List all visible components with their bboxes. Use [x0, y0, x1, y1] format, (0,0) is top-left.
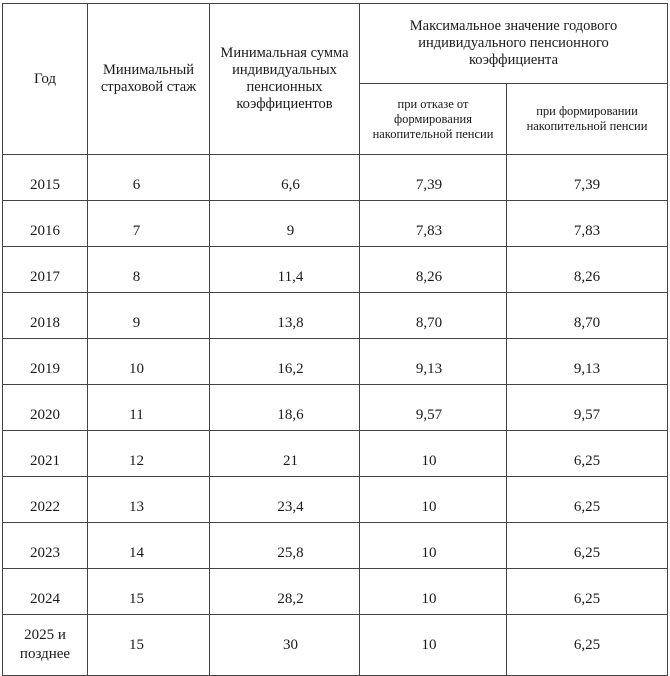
cell-year: 2024 — [3, 569, 88, 615]
header-min-stage: Минимальный страховой стаж — [88, 4, 210, 155]
cell-max-refuse: 9,13 — [360, 339, 507, 385]
cell-min-sum: 16,2 — [210, 339, 360, 385]
cell-min-stage: 7 — [88, 201, 210, 247]
cell-max-forming: 8,26 — [507, 247, 668, 293]
table-row — [3, 155, 668, 201]
cell-min-stage: 8 — [88, 247, 210, 293]
cell-year: 2017 — [3, 247, 88, 293]
cell-max-forming: 6,25 — [507, 523, 668, 569]
cell-min-stage: 9 — [88, 293, 210, 339]
cell-max-refuse: 10 — [360, 477, 507, 523]
table-row — [3, 615, 668, 676]
cell-min-sum: 23,4 — [210, 477, 360, 523]
table-body — [3, 155, 668, 676]
cell-min-sum: 11,4 — [210, 247, 360, 293]
cell-min-stage: 15 — [88, 569, 210, 615]
cell-max-refuse: 8,26 — [360, 247, 507, 293]
pension-table-wrapper — [2, 3, 668, 676]
cell-max-forming: 6,25 — [507, 569, 668, 615]
cell-min-stage: 10 — [88, 339, 210, 385]
cell-max-refuse: 7,83 — [360, 201, 507, 247]
cell-max-forming: 8,70 — [507, 293, 668, 339]
cell-min-stage: 14 — [88, 523, 210, 569]
cell-max-refuse: 9,57 — [360, 385, 507, 431]
cell-min-sum: 30 — [210, 615, 360, 676]
table-row — [3, 339, 668, 385]
cell-max-refuse: 10 — [360, 615, 507, 676]
cell-year: 2025 и позднее — [3, 615, 88, 676]
cell-min-stage: 15 — [88, 615, 210, 676]
cell-year: 2015 — [3, 155, 88, 201]
cell-max-refuse: 7,39 — [360, 155, 507, 201]
cell-max-forming: 6,25 — [507, 477, 668, 523]
cell-min-stage: 11 — [88, 385, 210, 431]
cell-max-forming: 9,13 — [507, 339, 668, 385]
cell-min-stage: 13 — [88, 477, 210, 523]
table-row — [3, 293, 668, 339]
cell-year: 2018 — [3, 293, 88, 339]
cell-min-sum: 6,6 — [210, 155, 360, 201]
cell-min-sum: 18,6 — [210, 385, 360, 431]
header-forming-funded: при формировании накопительной пенсии — [507, 84, 668, 155]
table-row — [3, 523, 668, 569]
cell-max-refuse: 10 — [360, 431, 507, 477]
cell-min-sum: 28,2 — [210, 569, 360, 615]
table-row — [3, 247, 668, 293]
cell-max-refuse: 8,70 — [360, 293, 507, 339]
cell-max-refuse: 10 — [360, 523, 507, 569]
cell-year: 2021 — [3, 431, 88, 477]
table-row — [3, 431, 668, 477]
header-year: Год — [3, 4, 88, 155]
header-refuse-funded: при отказе от формирования накопительной пенсии — [360, 84, 507, 155]
cell-min-stage: 6 — [88, 155, 210, 201]
cell-min-sum: 9 — [210, 201, 360, 247]
cell-min-sum: 13,8 — [210, 293, 360, 339]
table-row — [3, 477, 668, 523]
pension-coefficient-table — [2, 3, 668, 676]
cell-year: 2019 — [3, 339, 88, 385]
cell-year: 2016 — [3, 201, 88, 247]
cell-max-forming: 6,25 — [507, 431, 668, 477]
table-row — [3, 201, 668, 247]
cell-min-sum: 25,8 — [210, 523, 360, 569]
cell-max-refuse: 10 — [360, 569, 507, 615]
cell-min-sum: 21 — [210, 431, 360, 477]
cell-max-forming: 7,83 — [507, 201, 668, 247]
cell-max-forming: 6,25 — [507, 615, 668, 676]
table-row — [3, 385, 668, 431]
header-max-coefficient: Максимальное значение годового индивидуального пенсионного коэффициента — [360, 4, 668, 84]
table-row — [3, 569, 668, 615]
header-min-sum: Минимальная сумма индивидуальных пенсионных коэффициентов — [210, 4, 360, 155]
cell-max-forming: 9,57 — [507, 385, 668, 431]
cell-year: 2020 — [3, 385, 88, 431]
cell-max-forming: 7,39 — [507, 155, 668, 201]
cell-min-stage: 12 — [88, 431, 210, 477]
cell-year: 2023 — [3, 523, 88, 569]
cell-year: 2022 — [3, 477, 88, 523]
